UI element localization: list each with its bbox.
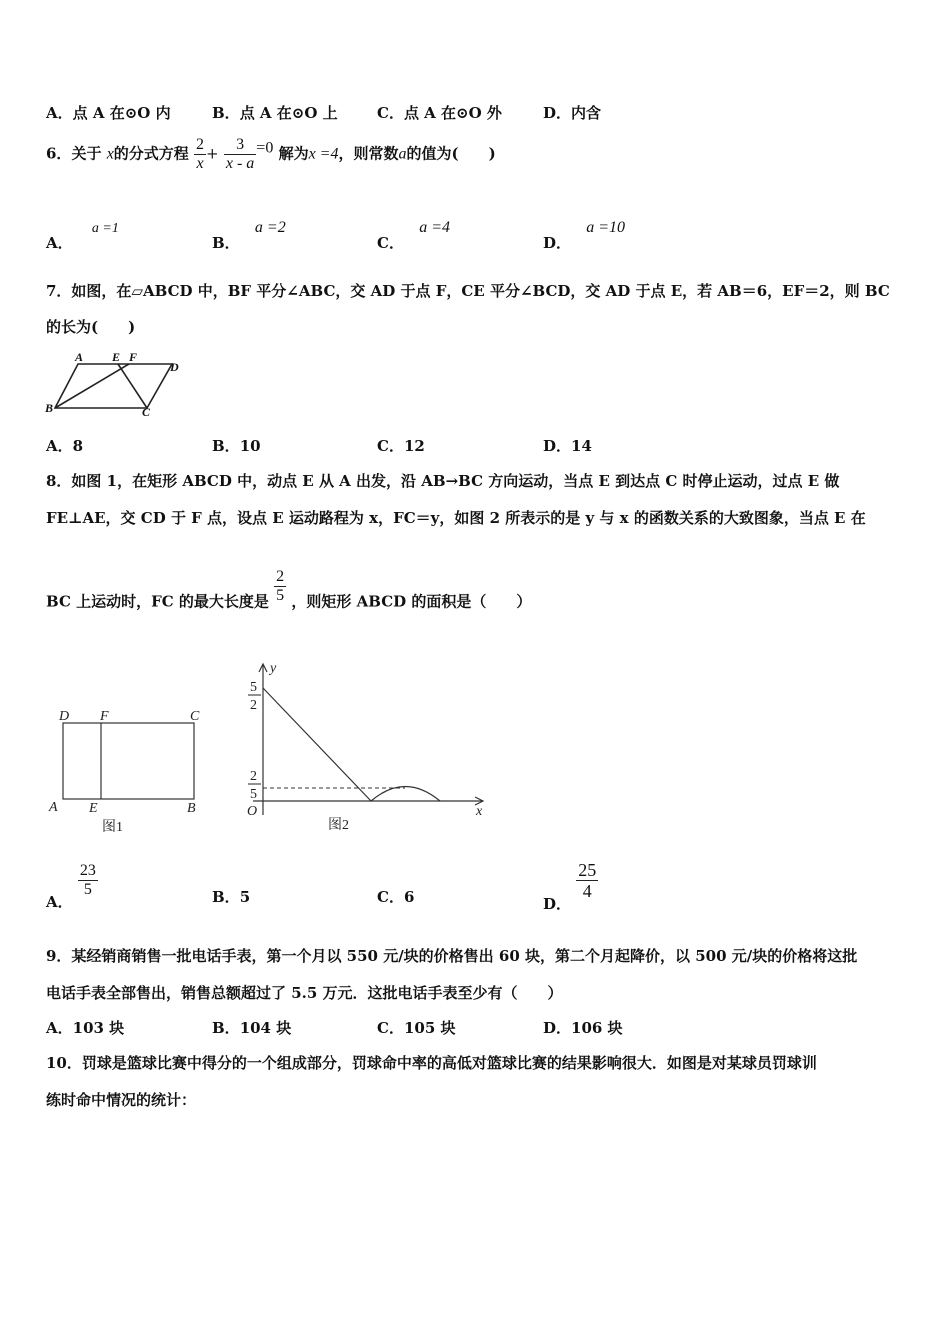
q8-stem-line1: 8．如图 1，在矩形 ABCD 中，动点 E 从 A 出发，沿 AB→BC 方向运动，当点 E 到达点 C 时停止运动，过点 E 做: [46, 472, 840, 490]
q8-option-a: A． $\frac{23}{5}$: [46, 862, 96, 911]
q7-option-a: A．8: [46, 437, 84, 455]
fig1-label-a: A: [49, 800, 58, 815]
q7-stem-line1: 7．如图，在▱ABCD 中，BF 平分∠ABC，交 AD 于点 F，CE 平分∠BCD，交 AD 于点 E，若 AB＝6，EF＝2，则 BC: [46, 282, 890, 300]
q8-stem-line2: FE⊥AE，交 CD 于 F 点，设点 E 运动路程为 x，FC＝y，如图 2 所表示的是 y 与 x 的函数关系的大致图象，当点 E 在: [46, 509, 866, 527]
q6-option-d: D． a =10: [543, 219, 626, 252]
q10-stem-line1: 10．罚球是篮球比赛中得分的一个组成部分，罚球命中率的高低对篮球比赛的结果影响很大．如图是对某球员罚球训: [46, 1054, 817, 1072]
fig1-label-b: B: [187, 801, 196, 816]
q7-option-c: C．12: [377, 437, 425, 455]
label-b: B: [45, 401, 54, 415]
q9-option-b: B．104 块: [212, 1019, 292, 1037]
q8-option-a-fraction: $\frac{23}{5}$: [79, 862, 96, 898]
q7-option-b: B．10: [212, 437, 261, 455]
q6-option-c: C． a =4: [377, 219, 450, 252]
q9-stem-line1: 9．某经销商销售一批电话手表，第一个月以 550 元/块的价格售出 60 块，第二个月起降价，以 500 元/块的价格将这批: [46, 947, 858, 965]
label-c: C: [142, 405, 151, 418]
parallelogram-abcd: [55, 364, 172, 408]
label-d: D: [170, 360, 179, 374]
q10-stem-line2: 练时命中情况的统计：: [46, 1091, 197, 1109]
label-f: F: [129, 350, 138, 364]
q6-option-a: A． a =1: [46, 221, 119, 252]
q8-option-b: B．5: [212, 888, 251, 906]
q8-option-d-fraction: $\frac{25}{4}$: [578, 860, 597, 901]
fig2-label-y: y: [270, 661, 277, 676]
q5-option-c: C．点 A 在⊙O 外: [377, 104, 502, 122]
q5-option-b: B．点 A 在⊙O 上: [212, 104, 338, 122]
fig2-top-num: 5: [250, 680, 257, 695]
rectangle-abcd: [63, 723, 194, 799]
q8-max-fraction: $\frac{2}{5}$: [276, 568, 285, 604]
label-e: E: [112, 350, 121, 364]
q6-fraction-1: $\frac{2}{x}$: [196, 136, 205, 172]
q8-stem-line3: BC 上运动时，FC 的最大长度是 $\frac{2}{5}$ ，则矩形 ABCD 的面积是（ ）: [46, 568, 532, 611]
q5-option-a: A．点 A 在⊙O 内: [46, 104, 171, 122]
fig2-low-den: 5: [250, 787, 257, 802]
q6-stem: 6．关于 x的分式方程 $\frac{2}{x}$ + $\frac{3}{x - a}$ =0 解为x =4，则常数a的值为( ): [46, 136, 496, 172]
q6-option-b: B． a =2: [212, 219, 286, 252]
q6-fraction-2: $\frac{3}{x - a}$: [225, 136, 255, 172]
fig1-label-d: D: [59, 709, 70, 724]
q7-parallelogram-figure: [42, 350, 192, 418]
fig2-top-den: 2: [250, 698, 257, 713]
label-a: A: [75, 350, 84, 364]
graph-arc: [371, 787, 440, 802]
q9-option-c: C．105 块: [377, 1019, 456, 1037]
fig1-label-c: C: [190, 709, 200, 724]
q7-option-d: D．14: [543, 437, 592, 455]
q8-option-d: D． $\frac{25}{4}$: [543, 860, 597, 913]
q9-stem-line2: 电话手表全部售出，销售总额超过了 5.5 万元．这批电话手表至少有（ ）: [46, 984, 563, 1002]
q7-stem-line2: 的长为( ): [46, 318, 136, 336]
fig1-label-f: F: [100, 709, 109, 724]
fig1-caption: 图1: [102, 820, 123, 835]
q9-option-d: D．106 块: [543, 1019, 623, 1037]
fig2-label-x: x: [476, 804, 483, 819]
fig1-label-e: E: [89, 801, 98, 816]
fig2-low-num: 2: [250, 769, 257, 784]
q8-figure-2: [240, 655, 490, 840]
q9-option-a: A．103 块: [46, 1019, 125, 1037]
fig2-caption: 图2: [328, 818, 349, 833]
segment-ce: [118, 364, 147, 408]
q8-figure-1: [46, 700, 216, 840]
q8-option-c: C．6: [377, 888, 415, 906]
graph-line-segment: [263, 688, 371, 801]
fig2-label-o: O: [247, 804, 258, 819]
q5-option-d: D．内含: [543, 104, 602, 122]
